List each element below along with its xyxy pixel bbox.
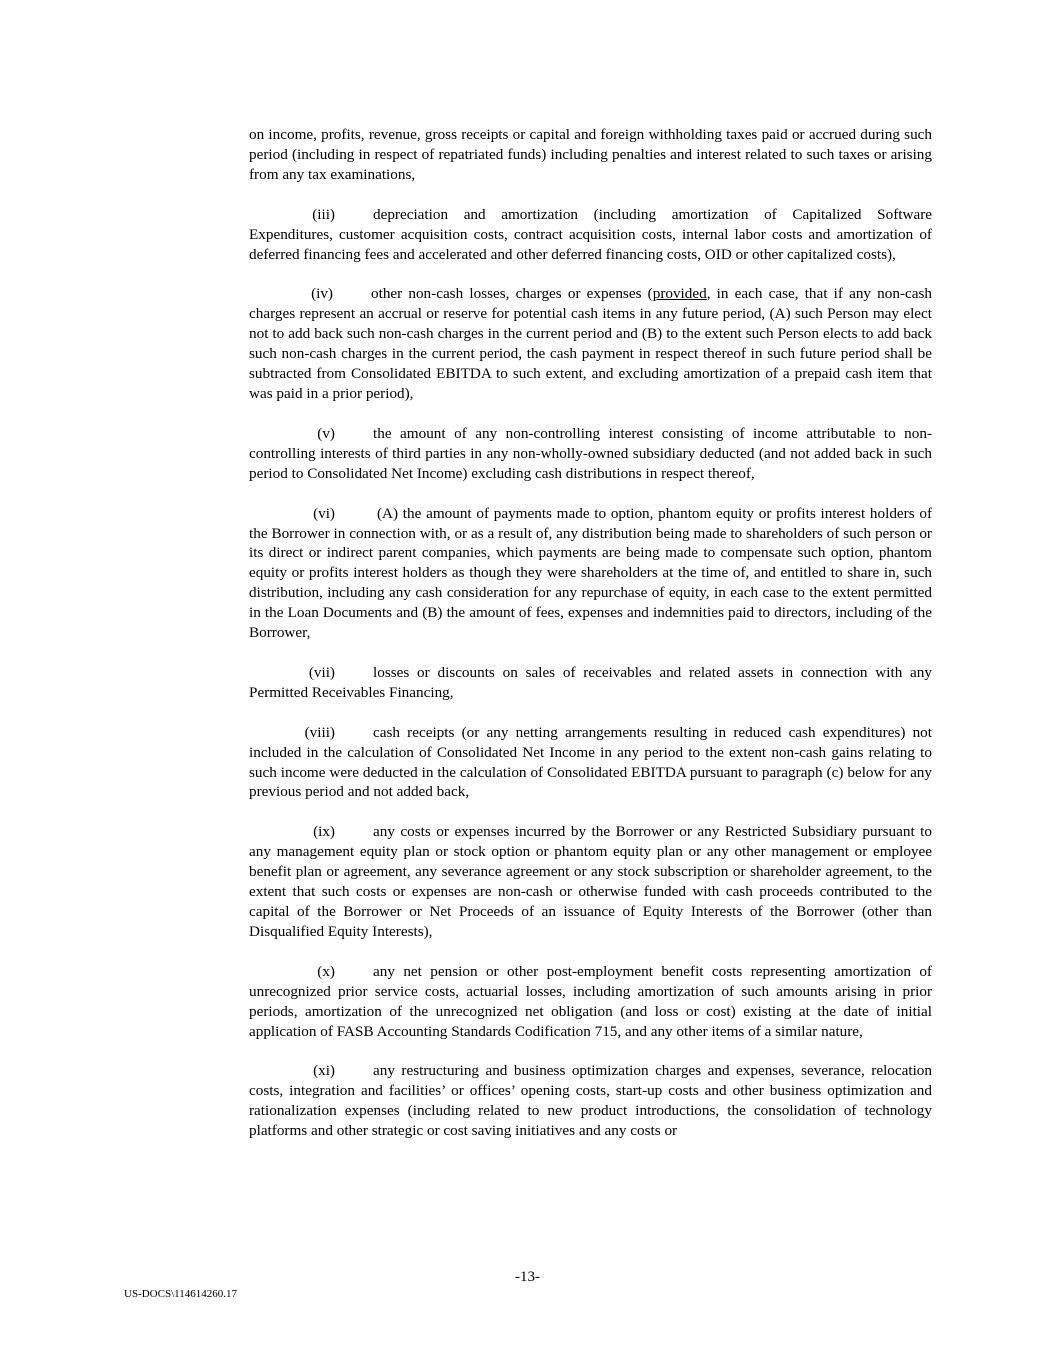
clause-number: (v) bbox=[317, 424, 335, 442]
clause-text: other non-cash losses, charges or expenses ( bbox=[371, 285, 653, 303]
clause-text: any costs or expenses incurred by the Borrower or any Restricted Subsidiary pursuant to any management equity plan or stock option or phantom equity plan or any other management or employee benefit plan or agreement, any severance agreement or any stock subscription or shareholder agreement, to the extent that such costs or expenses are non-cash or otherwise funded with cash proceeds contributed to the capital of the Borrower or Net Proceeds of an issuance of Equity Interests of the Borrower (other than Disqualified Equity Interests), bbox=[249, 823, 932, 940]
clause-text: the amount of any non-controlling interest consisting of income attributable to non-controlling interests of third parties in any non-wholly-owned subsidiary deducted (and not added back in such period to Consolidated Net Income) excluding cash distributions in respect thereof, bbox=[249, 424, 932, 482]
clause-iii bbox=[249, 205, 932, 265]
clause-text: any net pension or other post-employment benefit costs representing amortization of unrecognized prior service costs, actuarial losses, including amortization of such amounts arising in prior periods, amortization of the unrecognized net obligation (and loss or cost) existing at the date of initial application of FASB Accounting Standards Codification 715, and any other items of a similar nature, bbox=[249, 962, 932, 1040]
clause-text: losses or discounts on sales of receivables and related assets in connection with any Permitted Receivables Financing, bbox=[249, 663, 932, 701]
clause-number: (iv) bbox=[311, 285, 333, 303]
clause-text: , in each case, that if any non-cash charges represent an accrual or reserve for potential cash items in any future period, (A) such Person may elect not to add back such non-cash charges in the current period and (B) to the extent such Person elects to add back such non-cash charges in the current period, the cash payment in respect thereof in such future period shall be subtracted from Consolidated EBITDA to such extent, and excluding amortization of a prepaid cash item that was paid in a prior period), bbox=[249, 285, 932, 402]
clause-x bbox=[249, 962, 932, 1042]
clause-number: (xi) bbox=[313, 1062, 335, 1080]
document-body bbox=[249, 125, 932, 1161]
clause-vii bbox=[249, 663, 932, 703]
clause-v bbox=[249, 424, 932, 484]
document-id: US-DOCS\114614260.17 bbox=[124, 1288, 237, 1300]
clause-viii bbox=[249, 723, 932, 803]
clause-vi bbox=[249, 504, 932, 643]
clause-text: cash receipts (or any netting arrangements resulting in reduced cash expenditures) not included in the calculation of Consolidated Net Income in any period to the extent non-cash gains relating to such income were deducted in the calculation of Consolidated EBITDA pursuant to paragraph (c) below for any previous period and not added back, bbox=[249, 723, 932, 801]
provided-term: provided bbox=[652, 285, 707, 303]
clause-number: (iii) bbox=[312, 205, 335, 223]
clause-text: any restructuring and business optimization charges and expenses, severance, relocation costs, integration and facilities’ or offices’ opening costs, start-up costs and other business optimization and rationalization expenses (including related to new product introductions, the consolidation of technology platforms and other strategic or cost saving initiatives and any costs or bbox=[249, 1062, 932, 1140]
clause-xi bbox=[249, 1061, 932, 1141]
continuation-paragraph: on income, profits, revenue, gross receipts or capital and foreign withholding taxes paid or accrued during such period (including in respect of repatriated funds) including penalties and interest related to such taxes or arising from any tax examinations, bbox=[249, 126, 932, 183]
clause-number: (vii) bbox=[308, 663, 335, 681]
page-number: -13- bbox=[515, 1269, 540, 1285]
clause-ix bbox=[249, 822, 932, 941]
clause-text: depreciation and amortization (including amortization of Capitalized Software Expenditures, customer acquisition costs, contract acquisition costs, internal labor costs and amortization of deferred financing fees and accelerated and other deferred financing costs, OID or other capitalized costs), bbox=[249, 205, 932, 263]
clause-number: (ix) bbox=[313, 823, 335, 841]
clause-number: (x) bbox=[317, 962, 335, 980]
clause-text: (A) the amount of payments made to option, phantom equity or profits interest holders of the Borrower in connection with, or as a result of, any distribution being made to shareholders of such person or its direct or indirect parent companies, which payments are being made to compensate such option, phantom equity or profits interest holders as though they were shareholders at the time of, and entitled to share in, such distribution, including any cash consideration for any repurchase of equity, in each case to the extent permitted in the Loan Documents and (B) the amount of fees, expenses and indemnities paid to directors, including of the Borrower, bbox=[249, 504, 932, 642]
clause-number: (viii) bbox=[304, 723, 335, 741]
clause-iv bbox=[249, 284, 932, 403]
clause-number: (vi) bbox=[313, 504, 335, 522]
